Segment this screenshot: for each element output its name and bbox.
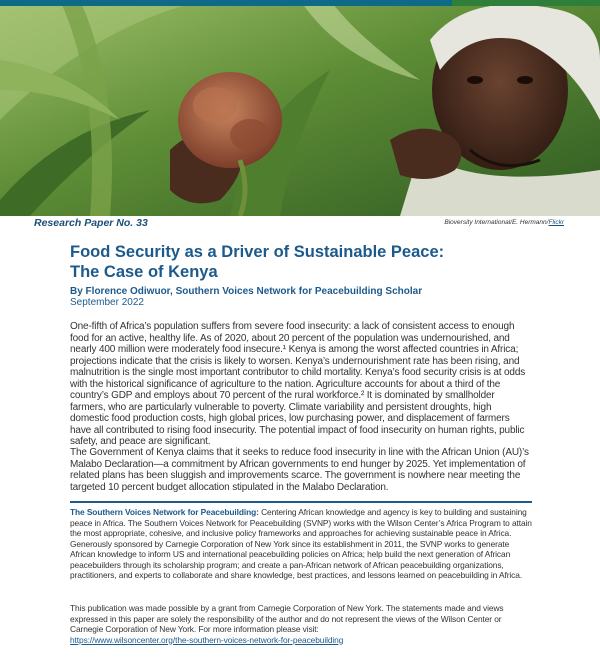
section-divider [70,501,532,503]
photo-credit-link[interactable]: Flickr [548,219,564,226]
header-bar-green [452,0,600,6]
cover-photo [0,0,600,216]
research-paper-number: Research Paper No. 33 [34,217,148,229]
body-paragraph: The Government of Kenya claims that it seeks to reduce food insecurity in line with the African Union (AU)’s Malabo Declaration—a commitment by African governments to end hunger by 2025. Yet implementation of related plans has been sluggish and improvements scarce. The government is nowhere near meeting the targeted 10 percent budget allocation stipulated in the Malabo Declaration. [70,447,529,493]
author-byline: By Florence Odiwuor, Southern Voices Network for Peacebuilding Scholar [70,286,423,297]
grant-statement [70,603,532,645]
publication-date: September 2022 [70,297,144,308]
header-bar-blue [0,0,452,6]
title-line-1: Food Security as a Driver of Sustainable Peace: [70,243,445,261]
photo-credit-text: Bioversity International/E. Hermann/ [444,219,549,226]
svnp-text: Centering African knowledge and agency is key to building and sustaining peace in Africa. The Southern Voices Network for Peacebuilding (SVNP) works with the Wilson Center’s Africa Program to attain the most appropriate, cohesive, and inclusive policy frameworks and approaches for achieving sustainable peace in Africa. Generously sponsored by Carnegie Corporation of New York since its establishment in 2011, the SVNP works to generate African knowledge to inform US and international peacebuilding policies on Africa; help build the next generation of African peacebuilders through its scholarship program; and create a pan-African network of African peacebuilding organizations, practitioners, and experts to collaborate and share knowledge, best practices, and lessons learned on peacebuilding in Africa. [70,507,532,580]
grant-text: This publication was made possible by a grant from Carnegie Corporation of New York. The statements made and views expressed in this paper are solely the responsibility of the author and do not represent the views of the Wilson Center or Carnegie Corporation of New York. For more information please visit: [70,603,504,634]
title-line-2: The Case of Kenya [70,263,218,281]
photo-credit [444,219,564,226]
wilson-center-link[interactable]: https://www.wilsoncenter.org/the-southern-voices-network-for-peacebuilding [70,634,344,645]
farmer-holding-sorghum-photo [0,0,600,216]
svnp-lead: The Southern Voices Network for Peacebuilding: [70,507,259,517]
svnp-description [70,507,532,581]
body-paragraph: One-fifth of Africa’s population suffers from severe food insecurity: a lack of consistent access to enough food for an active, healthy life. As of 2020, about 20 percent of the population was undernourished, and nearly 400 million were moderately food insecure.¹ Kenya is among the worst affected countries in Africa; projections indicate that the crisis is likely to worsen. Kenya’s undernourishment rate has been rising, and malnutrition is the single most important contributor to child mortality. Kenya’s food security crisis is at odds with the historical significance of agriculture to the nation. Agriculture accounts for about a third of the country’s GDP and employs about 70 percent of the rural workforce.² It is dominated by smallholder farmers, who are particularly vulnerable to poverty. Climate variability and persistent droughts, high domestic food production costs, high global prices, low purchasing power, and displacement of farmers have all contributed to rising food insecurity. The potential impact of food insecurity on human rights, public safety, and peace are significant. [70,321,526,447]
photo-caption-strip [0,216,600,231]
page-title [70,242,540,282]
